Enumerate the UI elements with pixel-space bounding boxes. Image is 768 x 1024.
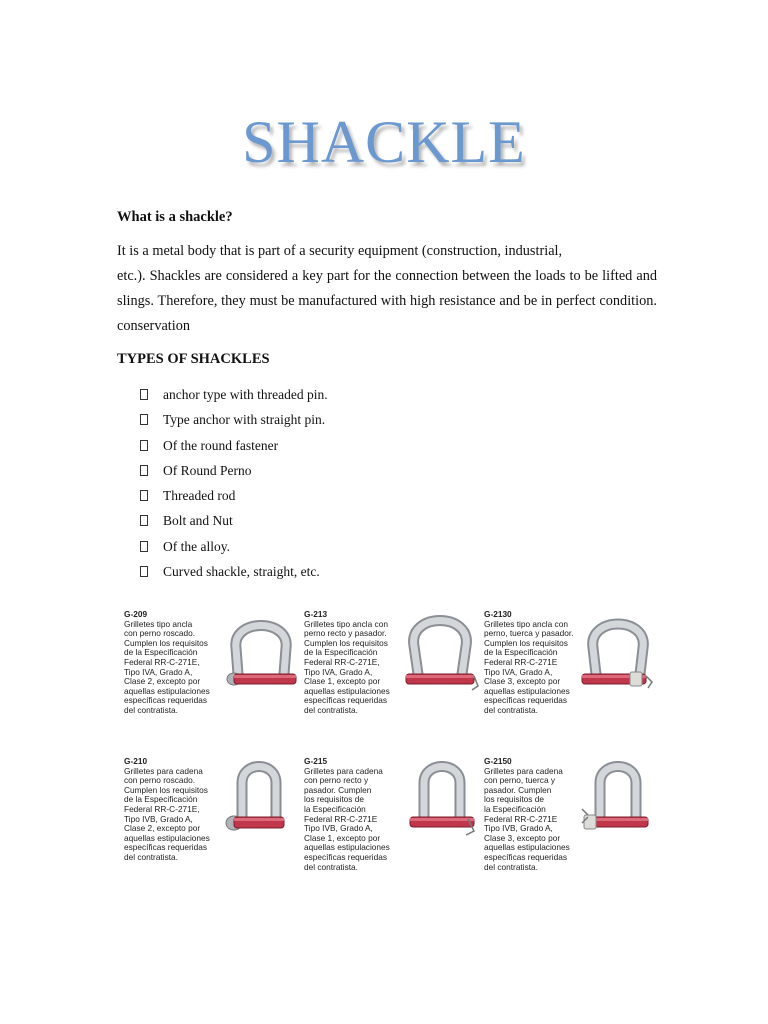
product-code: G-2150 (484, 756, 512, 766)
product-description (124, 610, 216, 716)
product-code: G-209 (124, 609, 148, 619)
bow-shackle-bolt-nut-icon (580, 612, 656, 692)
bullet-box-icon (140, 566, 148, 577)
product-code: G-215 (304, 756, 328, 766)
bullet-box-icon (140, 440, 148, 451)
bullet-box-icon (140, 515, 148, 526)
list-item (140, 462, 328, 487)
list-item-text: anchor type with threaded pin. (163, 387, 328, 402)
product-text: Grilletes para cadena con perno, tuerca y pasador. Cumplen los requisitos de la Especificación Federal RR-C-271E Tipo IVB, Grado A, Clase 3, excepto por aquellas estipulaciones específicas requeridas del contratista. (484, 765, 570, 872)
bullet-box-icon (140, 541, 148, 552)
list-item (140, 437, 328, 462)
document-title: SHACKLE (242, 109, 526, 175)
product-code: G-210 (124, 756, 148, 766)
bullet-box-icon (140, 389, 148, 400)
product-description (484, 610, 576, 716)
product-code: G-213 (304, 609, 328, 619)
list-item-text: Of Round Perno (163, 462, 252, 478)
product-description (484, 757, 576, 872)
list-item-text: Of the round fastener (163, 437, 279, 453)
types-list (140, 386, 328, 588)
bullet-box-icon (140, 414, 148, 425)
paragraph-line: conservation (117, 318, 191, 334)
list-item (140, 538, 328, 563)
product-text: Grilletes para cadena con perno roscado. Cumplen los requisitos de la Especificación Federal RR-C-271E, Tipo IVB, Grado A, Clase 2, excepto por aquellas estipulaciones específicas requeridas del contratista. (124, 765, 210, 862)
bow-shackle-straight-pin-icon (400, 610, 480, 692)
paragraph-line: It is a metal body that is part of a security equipment (construction, industrial, (117, 243, 563, 259)
list-item (140, 411, 328, 436)
product-text: Grilletes para cadena con perno recto y pasador. Cumplen los requisitos de la Especificación Federal RR-C-271E Tipo IVB, Grado A, Clase 1, excepto por aquellas estipulaciones específicas requeridas del contratista. (304, 765, 390, 872)
paragraph-line: slings. Therefore, they must be manufactured with high resistance and be in perfect condition. (117, 293, 657, 309)
bow-shackle-threaded-pin-icon (222, 612, 300, 690)
question-heading: What is a shackle? (117, 209, 233, 225)
chain-shackle-threaded-pin-icon (220, 757, 292, 841)
product-description (304, 610, 396, 716)
intro-paragraph (117, 241, 657, 341)
paragraph-line: etc.). Shackles are considered a key part for the connection between the loads to be lifted and (117, 268, 657, 284)
chain-shackle-straight-pin-icon (404, 757, 480, 839)
bullet-box-icon (140, 465, 148, 476)
list-item-text: Bolt and Nut (163, 513, 233, 529)
product-description (124, 757, 216, 863)
product-text: Grilletes tipo ancla con perno, tuerca y pasador. Cumplen los requisitos de la Especificación Federal RR-C-271E Tipo IVA, Grado A, Clase 3, excepto por aquellas estipulaciones específicas requeridas del contratista. (484, 618, 574, 715)
list-item-text: Threaded rod (163, 488, 236, 504)
list-item-text: Of the alloy. (163, 538, 230, 554)
list-item (140, 512, 328, 537)
list-item-text: Type anchor with straight pin. (163, 412, 326, 428)
product-text: Grilletes tipo ancla con perno roscado. Cumplen los requisitos de la Especificación Federal RR-C-271E, Tipo IVA, Grado A, Clase 2, excepto por aquellas estipulaciones específicas requeridas del contratista. (124, 618, 210, 715)
chain-shackle-bolt-nut-icon (580, 757, 656, 839)
product-code: G-2130 (484, 609, 512, 619)
list-item (140, 487, 328, 512)
product-description (304, 757, 396, 872)
bullet-box-icon (140, 490, 148, 501)
list-item (140, 563, 328, 588)
list-item-text: Curved shackle, straight, etc. (163, 564, 320, 580)
list-item (140, 386, 328, 411)
types-heading: TYPES OF SHACKLES (117, 351, 270, 367)
product-text: Grilletes tipo ancla con perno recto y pasador. Cumplen los requisitos de la Especificación Federal RR-C-271E, Tipo IVA, Grado A, Clase 1, excepto por aquellas estipulaciones específicas requeridas del contratista. (304, 618, 390, 715)
